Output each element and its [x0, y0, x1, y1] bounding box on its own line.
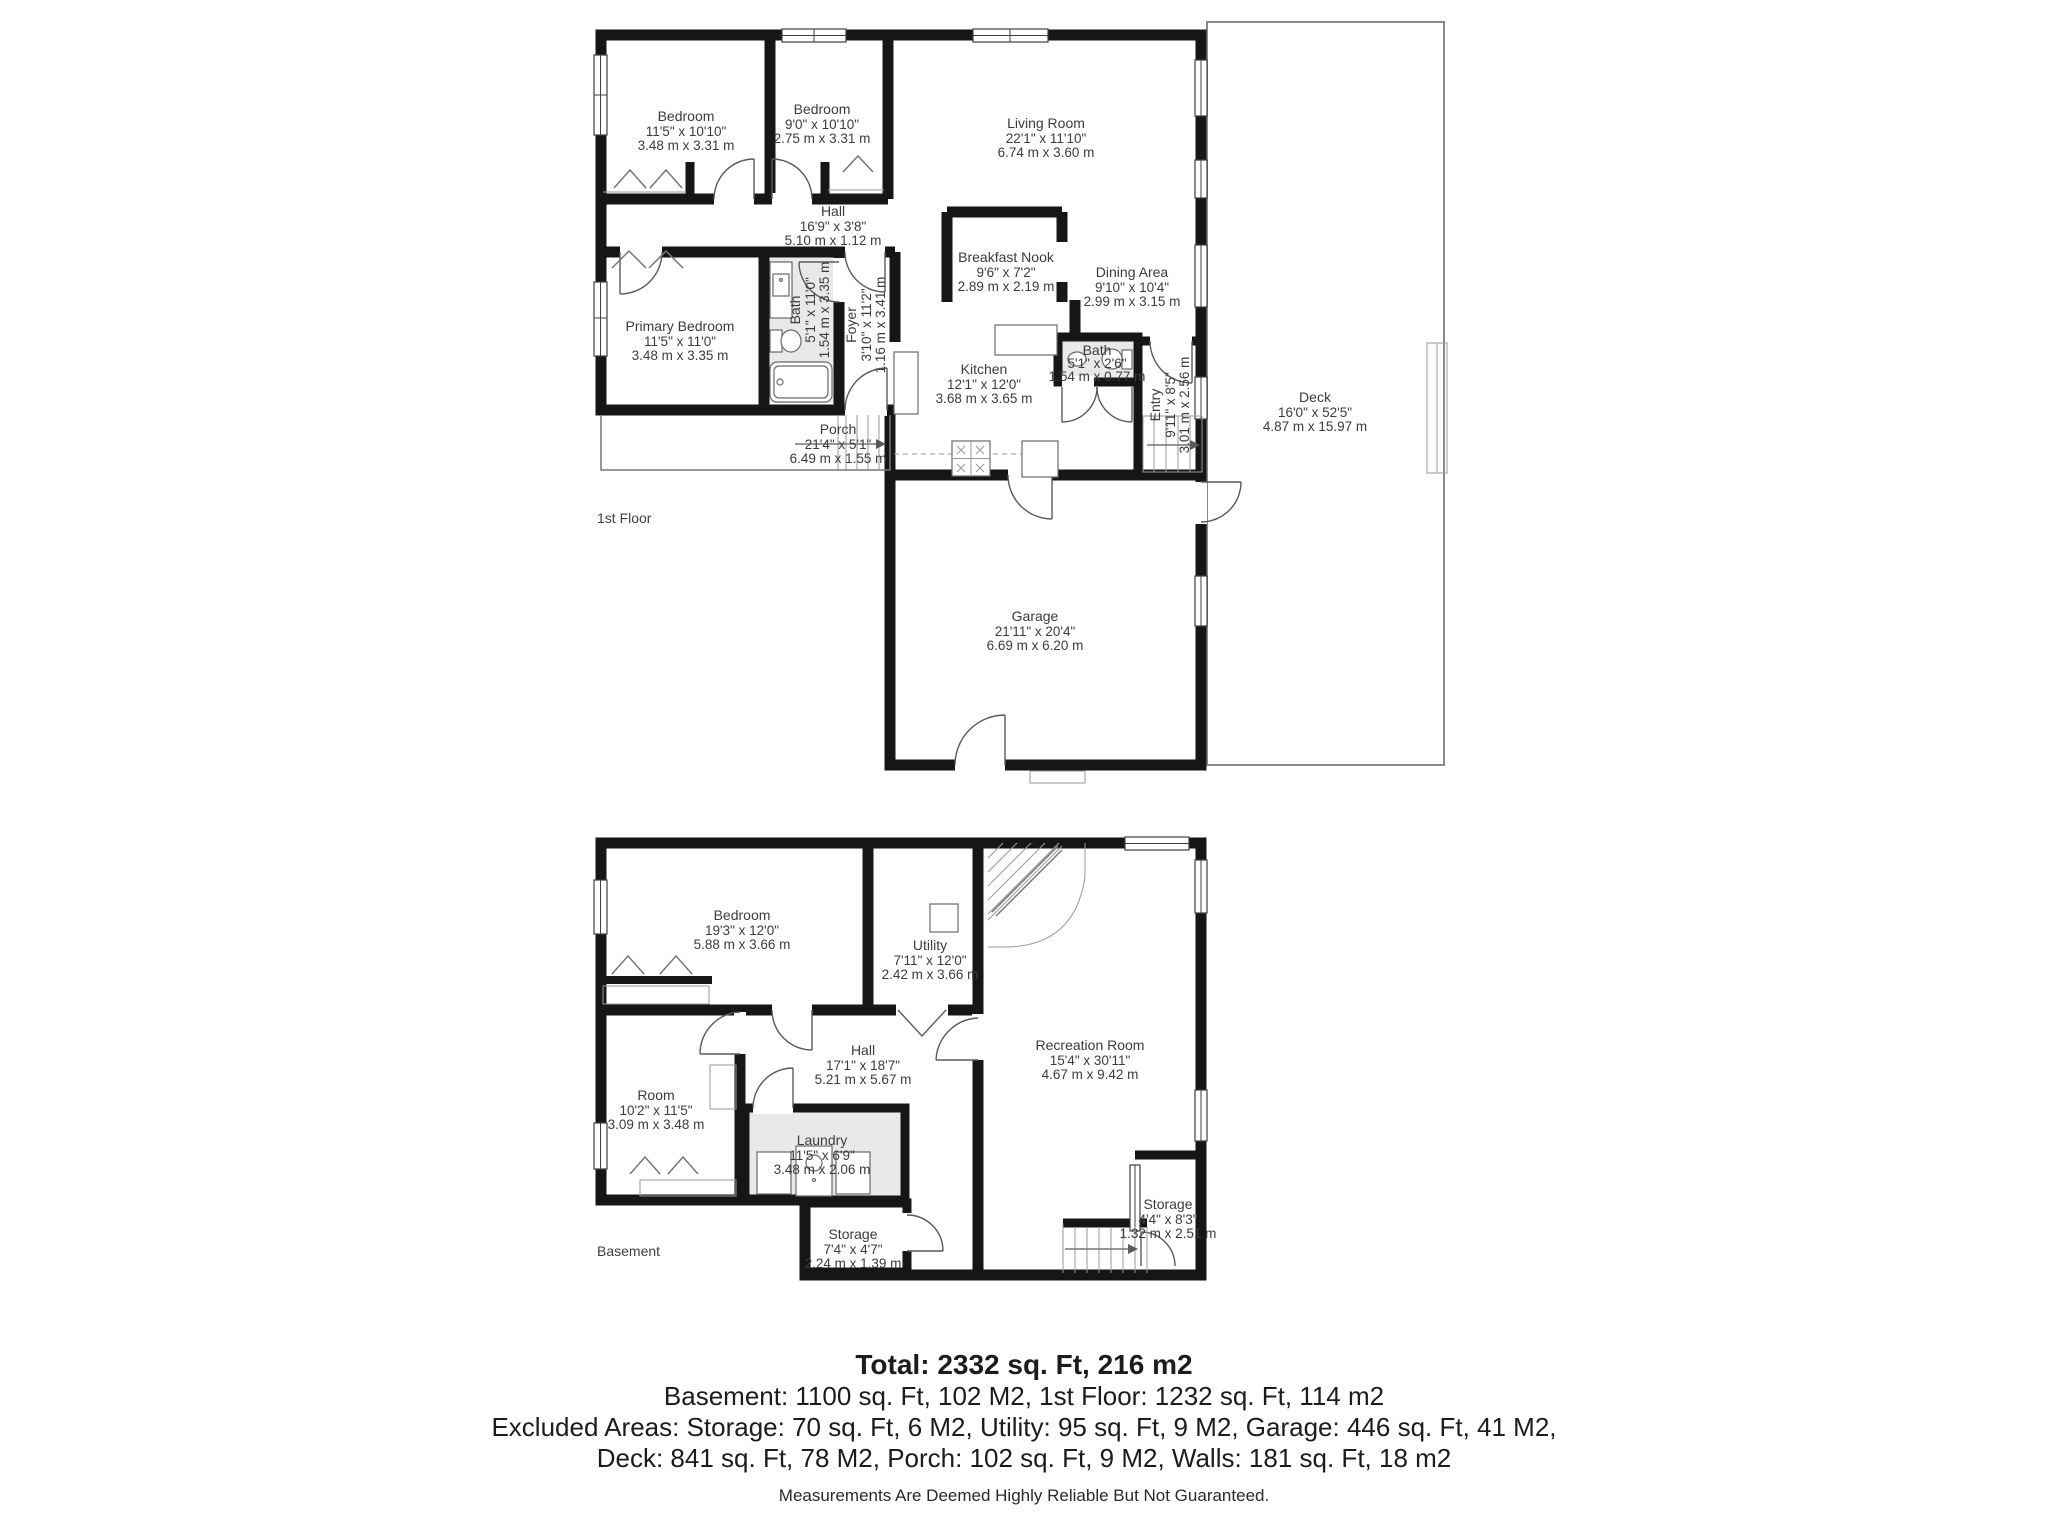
garage-step	[1030, 771, 1085, 783]
svg-text:1.16 m x 3.41 m: 1.16 m x 3.41 m	[873, 276, 888, 374]
svg-text:5'1" x 2'6": 5'1" x 2'6"	[1067, 356, 1127, 371]
svg-text:Dining Area: Dining Area	[1095, 264, 1169, 280]
svg-text:19'3" x 12'0": 19'3" x 12'0"	[704, 923, 780, 938]
svg-text:16'9" x 3'8": 16'9" x 3'8"	[799, 219, 867, 234]
svg-text:Bath: Bath	[787, 295, 803, 325]
svg-text:Utility: Utility	[912, 937, 948, 953]
svg-text:1.32 m x 2.51 m: 1.32 m x 2.51 m	[1119, 1226, 1217, 1241]
svg-text:9'10" x 10'4": 9'10" x 10'4"	[1094, 280, 1170, 295]
room-label-room	[608, 1087, 705, 1132]
svg-text:1.54 m x 3.35 m: 1.54 m x 3.35 m	[817, 261, 832, 359]
svg-text:Bedroom: Bedroom	[657, 108, 715, 124]
stairwell-hatch	[988, 843, 1085, 947]
svg-text:9'0" x 10'10": 9'0" x 10'10"	[784, 117, 860, 132]
svg-text:5.10 m x 1.12 m: 5.10 m x 1.12 m	[784, 233, 882, 248]
svg-text:3.09 m x 3.48 m: 3.09 m x 3.48 m	[607, 1117, 705, 1132]
svg-text:6.49 m x 1.55 m: 6.49 m x 1.55 m	[789, 451, 887, 466]
svg-text:4.67 m x 9.42 m: 4.67 m x 9.42 m	[1041, 1067, 1139, 1082]
svg-text:Entry: Entry	[1147, 388, 1163, 422]
svg-text:6.74 m x 3.60 m: 6.74 m x 3.60 m	[997, 145, 1095, 160]
svg-text:Bedroom: Bedroom	[793, 101, 851, 117]
room-label-bedroom-2	[774, 101, 871, 146]
room-label-garage	[987, 608, 1084, 653]
svg-text:3.01 m x 2.56 m: 3.01 m x 2.56 m	[1177, 356, 1192, 454]
basement-label: Basement	[597, 1243, 661, 1259]
svg-text:Breakfast Nook: Breakfast Nook	[958, 249, 1054, 265]
svg-text:12'1" x 12'0": 12'1" x 12'0"	[946, 377, 1022, 392]
svg-text:Primary Bedroom: Primary Bedroom	[625, 318, 735, 334]
svg-text:Storage: Storage	[1143, 1196, 1193, 1212]
svg-text:2.42 m x 3.66 m: 2.42 m x 3.66 m	[881, 967, 979, 982]
room-label-living-room	[998, 115, 1095, 160]
svg-text:Laundry: Laundry	[796, 1132, 848, 1148]
svg-text:Kitchen: Kitchen	[960, 361, 1008, 377]
room-label-recreation-room	[1036, 1037, 1145, 1082]
svg-text:7'4" x 4'7": 7'4" x 4'7"	[823, 1242, 883, 1257]
svg-text:3.48 m x 3.31 m: 3.48 m x 3.31 m	[637, 138, 735, 153]
room-label-primary-bedroom	[626, 318, 735, 363]
svg-text:Foyer: Foyer	[843, 307, 859, 343]
svg-text:Bedroom: Bedroom	[713, 907, 771, 923]
svg-text:Garage: Garage	[1011, 608, 1059, 624]
room-label-bedroom-1	[638, 108, 735, 153]
svg-text:5.21 m x 5.67 m: 5.21 m x 5.67 m	[814, 1072, 912, 1087]
svg-text:2.89 m x 2.19 m: 2.89 m x 2.19 m	[957, 279, 1055, 294]
first-floor-label: 1st Floor	[597, 510, 652, 526]
summary-excluded-1: Excluded Areas: Storage: 70 sq. Ft, 6 M2, Utility: 95 sq. Ft, 9 M2, Garage: 446 sq. Ft, 41 M2,	[491, 1412, 1557, 1442]
svg-text:Recreation Room: Recreation Room	[1035, 1037, 1145, 1053]
svg-text:5.88 m x 3.66 m: 5.88 m x 3.66 m	[693, 937, 791, 952]
svg-text:5'1" x 11'0": 5'1" x 11'0"	[803, 277, 818, 343]
svg-text:3'10" x 11'2": 3'10" x 11'2"	[859, 288, 874, 362]
room-label-utility	[882, 937, 979, 982]
first-floor-plan	[594, 22, 1447, 783]
svg-text:1.54 m x 0.77 m: 1.54 m x 0.77 m	[1048, 369, 1146, 384]
svg-text:9'6" x 7'2": 9'6" x 7'2"	[976, 265, 1036, 280]
svg-text:4.87 m x 15.97 m: 4.87 m x 15.97 m	[1262, 419, 1368, 434]
svg-text:17'1" x 18'7": 17'1" x 18'7"	[825, 1058, 901, 1073]
summary-total: Total: 2332 sq. Ft, 216 m2	[855, 1349, 1193, 1380]
svg-text:11'5" x 10'10": 11'5" x 10'10"	[645, 124, 727, 139]
svg-text:3.68 m x 3.65 m: 3.68 m x 3.65 m	[935, 391, 1033, 406]
basement-closet-marks	[603, 956, 736, 1196]
svg-text:Storage: Storage	[828, 1226, 878, 1242]
svg-text:2.99 m x 3.15 m: 2.99 m x 3.15 m	[1083, 294, 1181, 309]
svg-text:22'1" x 11'10": 22'1" x 11'10"	[1005, 131, 1087, 146]
svg-text:15'4" x 30'11": 15'4" x 30'11"	[1049, 1053, 1131, 1068]
svg-text:6.69 m x 6.20 m: 6.69 m x 6.20 m	[986, 638, 1084, 653]
summary-floors: Basement: 1100 sq. Ft, 102 M2, 1st Floor: 1232 sq. Ft, 114 m2	[663, 1381, 1385, 1411]
svg-text:Hall: Hall	[820, 203, 846, 219]
svg-text:3.48 m x 3.35 m: 3.48 m x 3.35 m	[631, 348, 729, 363]
svg-text:Bath: Bath	[1082, 342, 1112, 358]
svg-text:Room: Room	[637, 1087, 675, 1103]
area-summary	[0, 1348, 2048, 1506]
room-label-basement-hall	[815, 1042, 912, 1087]
svg-text:21'11" x 20'4": 21'11" x 20'4"	[994, 624, 1076, 639]
room-label-storage-bottom	[805, 1226, 902, 1271]
room-label-foyer	[843, 277, 888, 374]
svg-text:16'0" x 52'5": 16'0" x 52'5"	[1277, 405, 1353, 420]
svg-text:9'11" x 8'5": 9'11" x 8'5"	[1163, 372, 1178, 438]
svg-text:10'2" x 11'5": 10'2" x 11'5"	[619, 1103, 693, 1118]
svg-text:4'4" x 8'3": 4'4" x 8'3"	[1138, 1212, 1198, 1227]
basement-plan	[594, 837, 1216, 1275]
svg-text:Living Room: Living Room	[1007, 115, 1085, 131]
svg-text:2.75 m x 3.31 m: 2.75 m x 3.31 m	[773, 131, 871, 146]
svg-text:21'4" x 5'1": 21'4" x 5'1"	[804, 437, 872, 452]
svg-text:Hall: Hall	[850, 1042, 876, 1058]
svg-text:3.48 m x 2.06 m: 3.48 m x 2.06 m	[773, 1162, 871, 1177]
svg-text:Porch: Porch	[819, 421, 857, 437]
svg-text:Deck: Deck	[1299, 389, 1331, 405]
room-label-breakfast-nook	[958, 249, 1055, 294]
svg-text:11'5" x 11'0": 11'5" x 11'0"	[643, 334, 717, 349]
room-label-dining-area	[1084, 264, 1181, 309]
svg-text:11'5" x 6'9": 11'5" x 6'9"	[789, 1148, 855, 1163]
svg-text:7'11" x 12'0": 7'11" x 12'0"	[893, 953, 967, 968]
room-label-hall	[785, 203, 882, 248]
room-label-basement-bedroom	[694, 907, 791, 952]
svg-text:2.24 m x 1.39 m: 2.24 m x 1.39 m	[804, 1256, 902, 1271]
room-label-kitchen	[936, 361, 1033, 406]
disclaimer: Measurements Are Deemed Highly Reliable But Not Guaranteed.	[778, 1486, 1270, 1505]
summary-excluded-2: Deck: 841 sq. Ft, 78 M2, Porch: 102 sq. Ft, 9 M2, Walls: 181 sq. Ft, 18 m2	[596, 1443, 1452, 1473]
